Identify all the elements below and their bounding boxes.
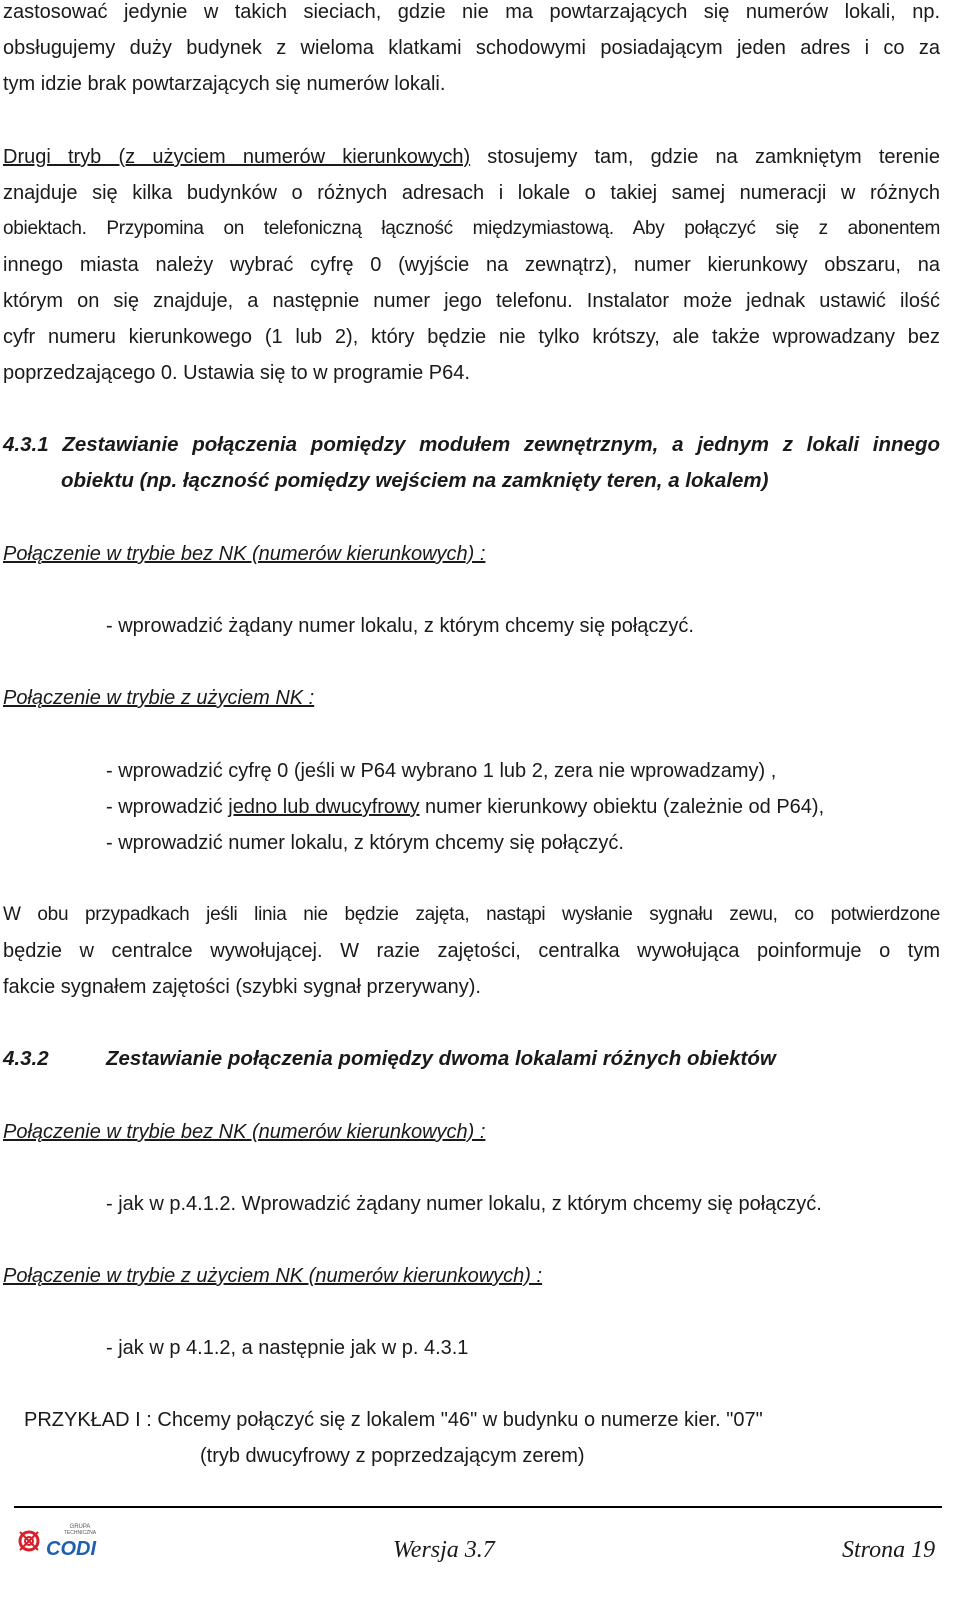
step-text: numer kierunkowy obiektu (zależnie od P64), bbox=[419, 796, 825, 818]
step-text: - wprowadzić bbox=[106, 796, 229, 818]
paragraph-line: znajduje się kilka budynków o różnych adresach i lokale o takiej samej numeracji w różnych bbox=[3, 182, 940, 204]
mode-heading: Połączenie w trybie z użyciem NK : bbox=[3, 687, 315, 709]
instruction-step: - jak w p.4.1.2. Wprowadzić żądany numer lokalu, z którym chcemy się połączyć. bbox=[106, 1193, 822, 1215]
paragraph-line: będzie w centralce wywołującej. W razie zajętości, centralka wywołująca poinformuje o tym bbox=[3, 940, 940, 962]
paragraph-line: poprzedzającego 0. Ustawia się to w programie P64. bbox=[3, 362, 470, 384]
instruction-step: - wprowadzić numer lokalu, z którym chcemy się połączyć. bbox=[106, 832, 624, 854]
paragraph-line: zastosować jedynie w takich sieciach, gdzie nie ma powtarzających się numerów lokali, np. bbox=[3, 1, 940, 23]
footer-rule bbox=[14, 1506, 942, 1508]
mode-heading: Połączenie w trybie bez NK (numerów kierunkowych) : bbox=[3, 1121, 486, 1143]
section-number: 4.3.2 bbox=[3, 1047, 49, 1070]
instruction-step: - wprowadzić żądany numer lokalu, z którym chcemy się połączyć. bbox=[106, 615, 694, 637]
paragraph-line: tym idzie brak powtarzających się numerów lokali. bbox=[3, 73, 446, 95]
paragraph-line: którym on się znajduje, a następnie numer jego telefonu. Instalator może jednak ustawić ilość bbox=[3, 290, 940, 312]
instruction-step: - wprowadzić cyfrę 0 (jeśli w P64 wybrano 1 lub 2, zera nie wprowadzamy) , bbox=[106, 760, 777, 782]
section-heading: Zestawianie połączenia pomiędzy dwoma lokalami różnych obiektów bbox=[106, 1047, 776, 1070]
footer-page-number: Strona 19 bbox=[842, 1537, 936, 1563]
section-heading: 4.3.1 Zestawianie połączenia pomiędzy modułem zewnętrznym, a jednym z lokali innego bbox=[3, 433, 940, 456]
paragraph-line: cyfr numeru kierunkowego (1 lub 2), który będzie nie tylko krótszy, ale także wprowadzany bez bbox=[3, 326, 940, 348]
logo-mid-text: TECHNICZNA bbox=[63, 1530, 97, 1536]
underlined-term: jedno lub dwucyfrowy bbox=[228, 796, 420, 818]
instruction-step: - jak w p 4.1.2, a następnie jak w p. 4.3.1 bbox=[106, 1337, 469, 1359]
paragraph-line: fakcie sygnałem zajętości (szybki sygnał przerywany). bbox=[3, 976, 481, 998]
paragraph-text: stosujemy tam, gdzie na zamkniętym terenie bbox=[470, 146, 940, 168]
paragraph-line: obsługujemy duży budynek z wieloma klatkami schodowymi posiadającym jeden adres i co za bbox=[3, 37, 940, 59]
codi-logo bbox=[16, 1522, 116, 1562]
example-line: PRZYKŁAD I : Chcemy połączyć się z lokalem "46" w budynku o numerze kier. "07" bbox=[24, 1409, 763, 1431]
logo-brand: CODI bbox=[46, 1538, 96, 1560]
paragraph-line: obiektach. Przypomina on telefoniczną łączność międzymiastową. Aby połączyć się z abonentem bbox=[3, 218, 940, 239]
mode-heading: Połączenie w trybie bez NK (numerów kierunkowych) : bbox=[3, 543, 486, 565]
mode-heading: Połączenie w trybie z użyciem NK (numerów kierunkowych) : bbox=[3, 1265, 543, 1287]
instruction-step bbox=[106, 789, 824, 825]
underlined-term: Drugi tryb (z użyciem numerów kierunkowych) bbox=[3, 146, 471, 168]
logo-emblem-icon bbox=[20, 1532, 38, 1550]
section-heading-continuation: obiektu (np. łączność pomiędzy wejściem na zamknięty teren, a lokalem) bbox=[61, 469, 769, 492]
logo-top-text: GRUPA bbox=[69, 1524, 91, 1530]
paragraph-line: W obu przypadkach jeśli linia nie będzie zajęta, nastąpi wysłanie sygnału zewu, co potwierdzone bbox=[3, 904, 940, 925]
paragraph-line: innego miasta należy wybrać cyfrę 0 (wyjście na zewnątrz), numer kierunkowy obszaru, na bbox=[3, 254, 940, 276]
paragraph-line bbox=[3, 139, 940, 175]
footer-version: Wersja 3.7 bbox=[393, 1537, 495, 1563]
example-line: (tryb dwucyfrowy z poprzedzającym zerem) bbox=[200, 1445, 585, 1467]
